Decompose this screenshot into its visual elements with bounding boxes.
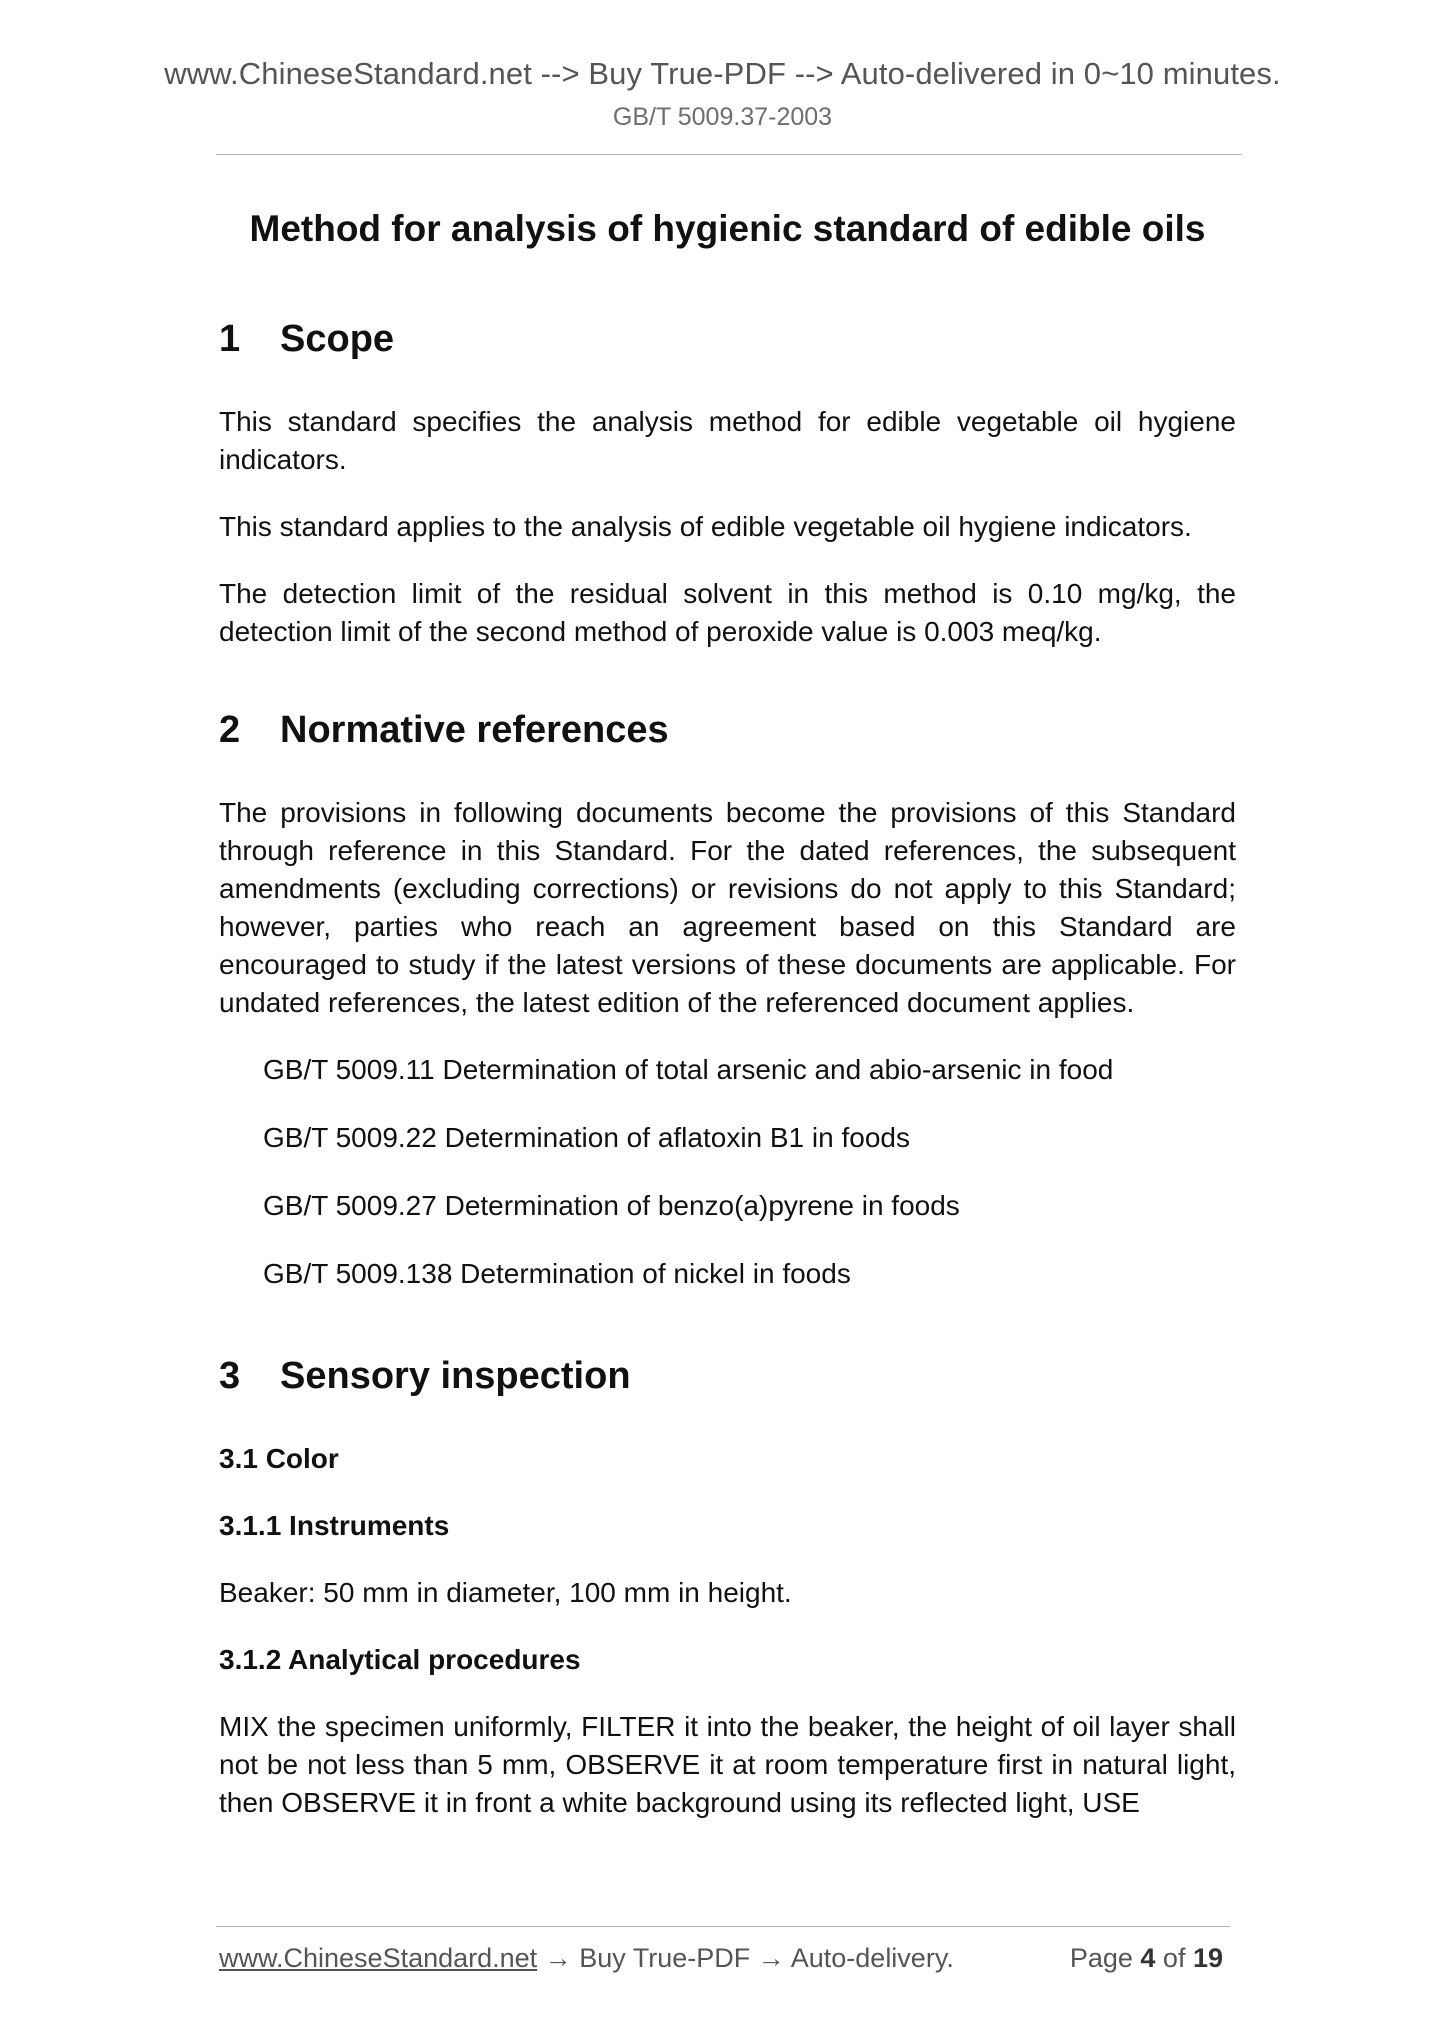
header-divider bbox=[216, 154, 1241, 155]
scope-paragraph-3: The detection limit of the residual solvent in this method is 0.10 mg/kg, the detection limit of the second method of peroxide value is 0.003 meq/kg. bbox=[219, 578, 1236, 647]
reference-item: GB/T 5009.11 Determination of total arsenic and abio-arsenic in food bbox=[263, 1054, 1114, 1085]
document-body bbox=[219, 208, 1236, 1851]
subheading-instruments: 3.1.1 Instruments bbox=[219, 1510, 450, 1541]
page-indicator bbox=[1070, 1943, 1229, 1974]
section-title: Scope bbox=[280, 318, 395, 360]
page-total: 19 bbox=[1192, 1943, 1223, 1973]
reference-item: GB/T 5009.138 Determination of nickel in foods bbox=[263, 1258, 851, 1289]
references-intro: The provisions in following documents become the provisions of this Standard through reference in this Standard. For the dated references, the subsequent amendments (excluding corrections) or revisions do not apply to this Standard; however, parties who reach an agreement based on this Standard are encouraged to study if the latest versions of these documents are applicable. For undated references, the latest edition of the referenced document applies. bbox=[219, 797, 1236, 1018]
instruments-text: Beaker: 50 mm in diameter, 100 mm in height. bbox=[219, 1577, 792, 1608]
standard-code: GB/T 5009.37-2003 bbox=[612, 103, 833, 131]
document-title: Method for analysis of hygienic standard of edible oils bbox=[249, 208, 1206, 249]
footer-divider bbox=[216, 1926, 1230, 1927]
reference-list bbox=[219, 1051, 1236, 1293]
reference-item: GB/T 5009.27 Determination of benzo(a)pyrene in foods bbox=[263, 1190, 960, 1221]
reference-item: GB/T 5009.22 Determination of aflatoxin B1 in foods bbox=[263, 1122, 910, 1153]
section-number: 1 bbox=[219, 318, 241, 360]
page-prefix: Page bbox=[1069, 1943, 1141, 1973]
page-current: 4 bbox=[1140, 1943, 1156, 1973]
page-footer bbox=[219, 1943, 1229, 1974]
footer-left bbox=[219, 1943, 954, 1974]
subheading-procedures: 3.1.2 Analytical procedures bbox=[219, 1644, 581, 1675]
section-title: Normative references bbox=[280, 709, 669, 751]
scope-paragraph-2: This standard applies to the analysis of edible vegetable oil hygiene indicators. bbox=[219, 511, 1192, 542]
section-number: 2 bbox=[219, 709, 241, 751]
subheading-color: 3.1 Color bbox=[219, 1443, 339, 1474]
scope-paragraph-1: This standard specifies the analysis method for edible vegetable oil hygiene indicators. bbox=[219, 406, 1236, 475]
page-of: of bbox=[1155, 1943, 1193, 1973]
section-number: 3 bbox=[219, 1355, 241, 1397]
header-banner: www.ChineseStandard.net --> Buy True-PDF --> Auto-delivered in 0~10 minutes. bbox=[164, 56, 1281, 91]
section-title: Sensory inspection bbox=[280, 1355, 631, 1397]
site-link[interactable]: www.ChineseStandard.net bbox=[219, 1943, 538, 1973]
section-heading-sensory bbox=[219, 1355, 1236, 1398]
section-heading-references bbox=[219, 709, 1236, 752]
section-heading-scope bbox=[219, 318, 1236, 361]
footer-tagline: → Buy True-PDF → Auto-delivery. bbox=[537, 1943, 954, 1973]
procedures-text: MIX the specimen uniformly, FILTER it into the beaker, the height of oil layer shall not be not less than 5 mm, OBSERVE it at room temperature first in natural light, then OBSERVE it in front a white background using its reflected light, USE bbox=[219, 1711, 1236, 1818]
